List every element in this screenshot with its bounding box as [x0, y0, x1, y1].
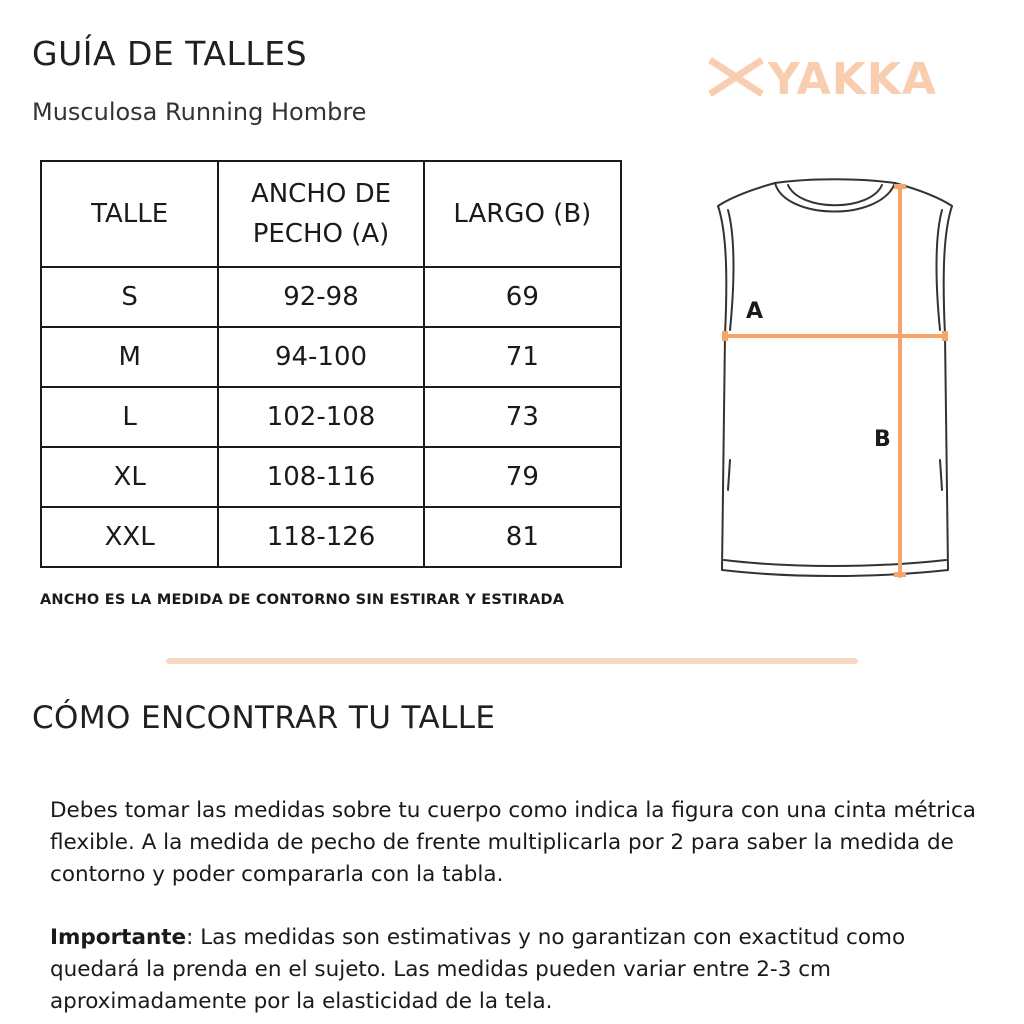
column-header-length: LARGO (B)	[424, 161, 621, 267]
tank-top-outline	[718, 183, 952, 576]
important-text: : Las medidas son estimativas y no garantizan con exactitud como quedará la prenda en el sujeto. Las medidas pueden variar entre 2-3 cm aproximadamente por la elasticidad de la tela.	[50, 925, 906, 1014]
table-row	[41, 267, 621, 327]
table-row	[41, 327, 621, 387]
size-chart-table	[40, 160, 622, 568]
page-subtitle: Musculosa Running Hombre	[32, 98, 367, 126]
brand-x-mark	[710, 60, 762, 94]
table-header-row	[41, 161, 621, 267]
yakka-logo	[706, 54, 956, 100]
collar-inner	[788, 185, 882, 205]
section-divider	[166, 658, 858, 664]
left-armhole-seam	[728, 210, 734, 330]
brand-wordmark: YAKKA	[768, 54, 937, 100]
column-header-chest-line2: PECHO (A)	[252, 219, 390, 249]
chest-cell: 118-126	[218, 507, 423, 567]
table-note: ANCHO ES LA MEDIDA DE CONTORNO SIN ESTIRAR Y ESTIRADA	[40, 592, 565, 608]
table-row	[41, 387, 621, 447]
column-header-chest-line1: ANCHO DE	[250, 178, 392, 209]
size-cell: S	[41, 267, 218, 327]
important-label: Importante	[50, 925, 187, 950]
length-cell: 81	[424, 507, 621, 567]
tank-top-diagram	[700, 160, 970, 590]
page-title: GUÍA DE TALLES	[32, 34, 308, 73]
chest-cell: 94-100	[218, 327, 423, 387]
length-cell: 71	[424, 327, 621, 387]
table-row	[41, 447, 621, 507]
collar-outer	[775, 183, 895, 212]
howto-paragraph: Debes tomar las medidas sobre tu cuerpo como indica la figura con una cinta métrica flexible. A la medida de pecho de frente multiplicarla por 2 para saber la medida de contorno y poder compararla con la tabla.	[50, 798, 976, 887]
length-cell: 69	[424, 267, 621, 327]
measure-label-a: A	[746, 299, 764, 324]
table-row	[41, 507, 621, 567]
chest-cell: 102-108	[218, 387, 423, 447]
important-paragraph	[50, 922, 980, 1018]
measure-label-b: B	[874, 427, 891, 452]
howto-title: CÓMO ENCONTRAR TU TALLE	[32, 700, 496, 736]
column-header-chest-width	[218, 161, 423, 267]
size-cell: XL	[41, 447, 218, 507]
size-cell: M	[41, 327, 218, 387]
hem-line	[724, 560, 946, 566]
length-cell: 79	[424, 447, 621, 507]
chest-cell: 108-116	[218, 447, 423, 507]
chest-cell: 92-98	[218, 267, 423, 327]
size-cell: L	[41, 387, 218, 447]
column-header-size: TALLE	[41, 161, 218, 267]
size-cell: XXL	[41, 507, 218, 567]
right-armhole-seam	[937, 210, 943, 330]
length-cell: 73	[424, 387, 621, 447]
